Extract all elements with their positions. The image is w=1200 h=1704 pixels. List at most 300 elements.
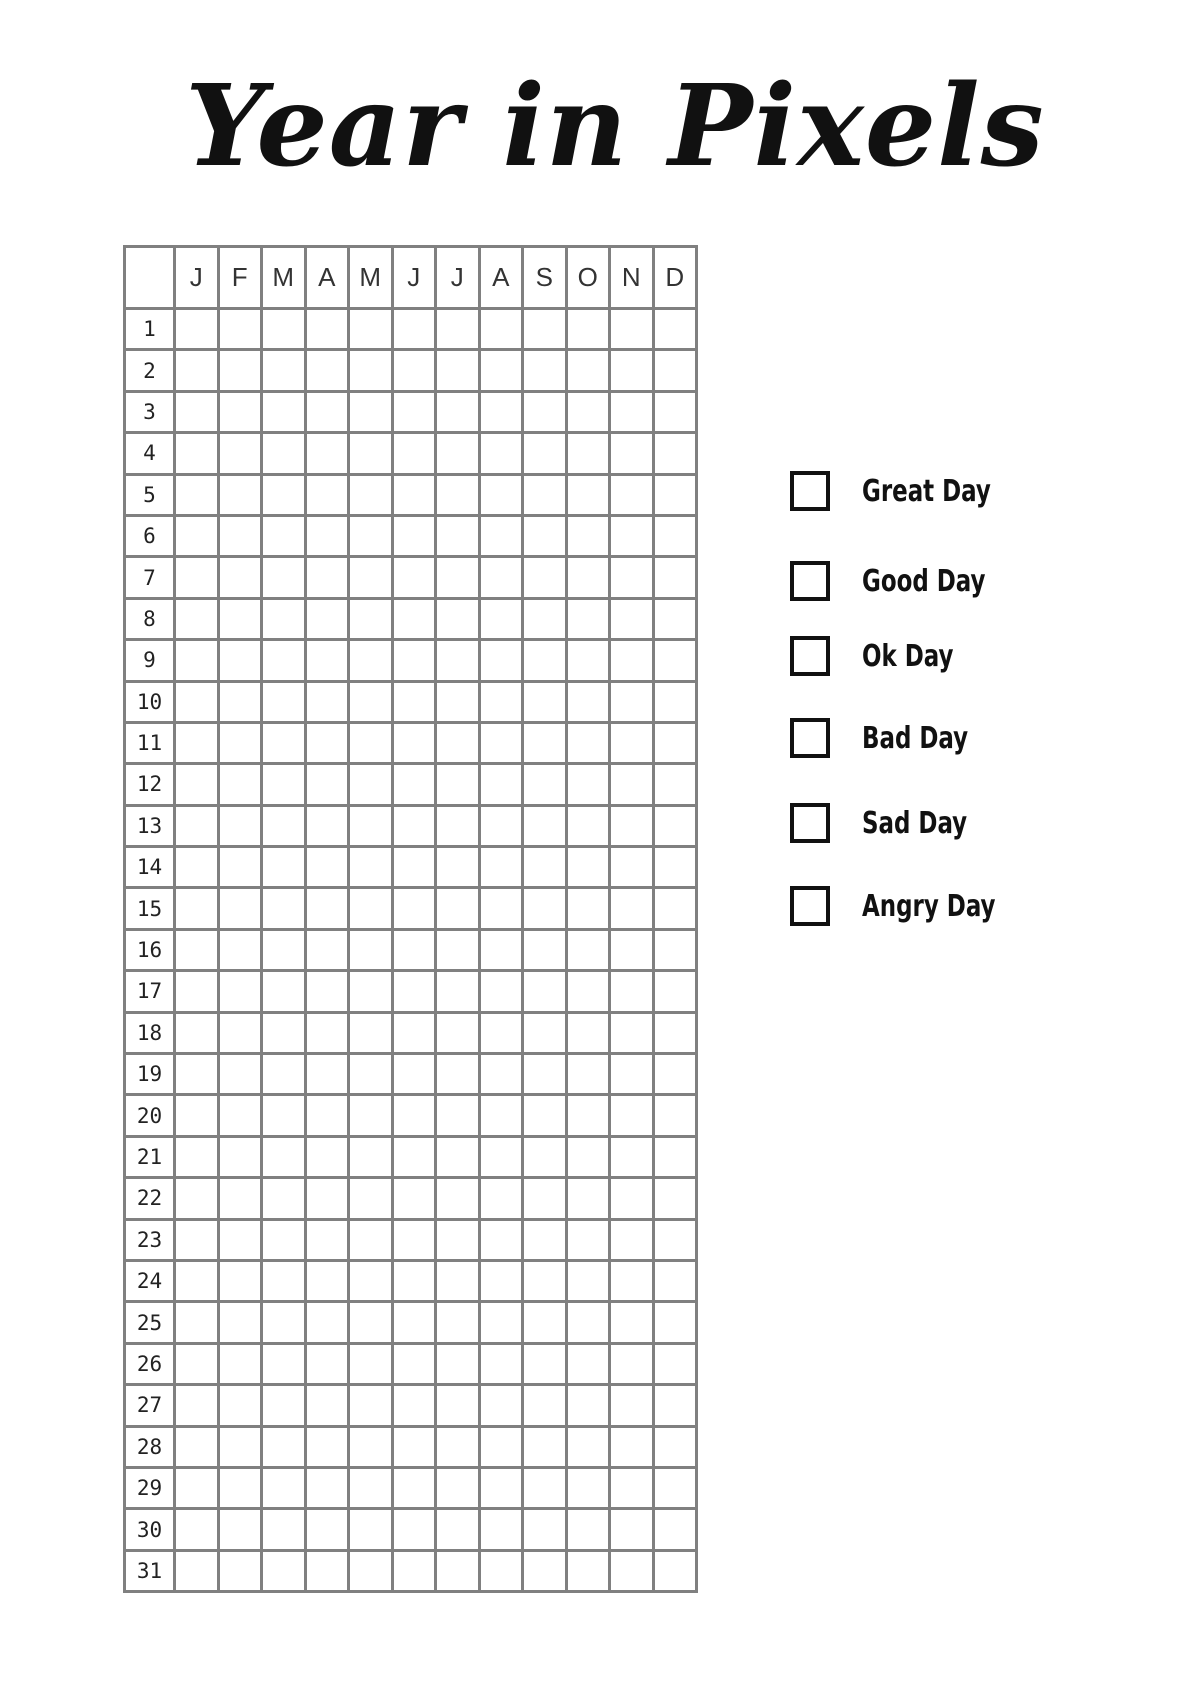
pixel-cell[interactable] bbox=[349, 598, 393, 639]
pixel-cell[interactable] bbox=[523, 971, 567, 1012]
pixel-cell[interactable] bbox=[175, 888, 219, 929]
pixel-cell[interactable] bbox=[653, 971, 697, 1012]
pixel-cell[interactable] bbox=[479, 598, 523, 639]
pixel-cell[interactable] bbox=[436, 1178, 480, 1219]
pixel-cell[interactable] bbox=[523, 1219, 567, 1260]
pixel-cell[interactable] bbox=[566, 764, 610, 805]
pixel-cell[interactable] bbox=[436, 1343, 480, 1384]
pixel-cell[interactable] bbox=[523, 391, 567, 432]
pixel-cell[interactable] bbox=[175, 764, 219, 805]
pixel-cell[interactable] bbox=[523, 515, 567, 556]
pixel-cell[interactable] bbox=[262, 681, 306, 722]
pixel-cell[interactable] bbox=[436, 847, 480, 888]
pixel-cell[interactable] bbox=[653, 474, 697, 515]
pixel-cell[interactable] bbox=[305, 433, 349, 474]
pixel-cell[interactable] bbox=[349, 1509, 393, 1550]
pixel-cell[interactable] bbox=[349, 350, 393, 391]
pixel-cell[interactable] bbox=[175, 640, 219, 681]
pixel-cell[interactable] bbox=[218, 1054, 262, 1095]
pixel-cell[interactable] bbox=[523, 350, 567, 391]
pixel-cell[interactable] bbox=[566, 1219, 610, 1260]
pixel-cell[interactable] bbox=[479, 1178, 523, 1219]
pixel-cell[interactable] bbox=[218, 1095, 262, 1136]
pixel-cell[interactable] bbox=[392, 971, 436, 1012]
pixel-cell[interactable] bbox=[653, 598, 697, 639]
pixel-cell[interactable] bbox=[610, 1012, 654, 1053]
pixel-cell[interactable] bbox=[566, 1426, 610, 1467]
pixel-cell[interactable] bbox=[218, 1467, 262, 1508]
pixel-cell[interactable] bbox=[479, 1426, 523, 1467]
pixel-cell[interactable] bbox=[523, 847, 567, 888]
pixel-cell[interactable] bbox=[566, 971, 610, 1012]
pixel-cell[interactable] bbox=[653, 888, 697, 929]
pixel-cell[interactable] bbox=[436, 515, 480, 556]
pixel-cell[interactable] bbox=[175, 1426, 219, 1467]
pixel-cell[interactable] bbox=[653, 847, 697, 888]
pixel-cell[interactable] bbox=[610, 433, 654, 474]
pixel-cell[interactable] bbox=[392, 1343, 436, 1384]
pixel-cell[interactable] bbox=[610, 929, 654, 970]
pixel-cell[interactable] bbox=[218, 1343, 262, 1384]
pixel-cell[interactable] bbox=[523, 1054, 567, 1095]
pixel-cell[interactable] bbox=[523, 557, 567, 598]
pixel-cell[interactable] bbox=[523, 1178, 567, 1219]
pixel-cell[interactable] bbox=[436, 309, 480, 350]
pixel-cell[interactable] bbox=[218, 515, 262, 556]
pixel-cell[interactable] bbox=[479, 391, 523, 432]
pixel-cell[interactable] bbox=[218, 1136, 262, 1177]
pixel-cell[interactable] bbox=[218, 640, 262, 681]
pixel-cell[interactable] bbox=[436, 557, 480, 598]
pixel-cell[interactable] bbox=[305, 764, 349, 805]
pixel-cell[interactable] bbox=[479, 350, 523, 391]
pixel-cell[interactable] bbox=[392, 1260, 436, 1301]
pixel-cell[interactable] bbox=[610, 350, 654, 391]
pixel-cell[interactable] bbox=[566, 1054, 610, 1095]
pixel-cell[interactable] bbox=[262, 888, 306, 929]
pixel-cell[interactable] bbox=[262, 391, 306, 432]
pixel-cell[interactable] bbox=[392, 1219, 436, 1260]
pixel-cell[interactable] bbox=[349, 1178, 393, 1219]
pixel-cell[interactable] bbox=[479, 1467, 523, 1508]
pixel-cell[interactable] bbox=[349, 474, 393, 515]
pixel-cell[interactable] bbox=[392, 433, 436, 474]
pixel-cell[interactable] bbox=[566, 433, 610, 474]
pixel-cell[interactable] bbox=[349, 1012, 393, 1053]
pixel-cell[interactable] bbox=[218, 474, 262, 515]
pixel-cell[interactable] bbox=[610, 515, 654, 556]
pixel-cell[interactable] bbox=[392, 1550, 436, 1591]
pixel-cell[interactable] bbox=[349, 888, 393, 929]
pixel-cell[interactable] bbox=[262, 640, 306, 681]
pixel-cell[interactable] bbox=[305, 1467, 349, 1508]
pixel-cell[interactable] bbox=[305, 640, 349, 681]
pixel-cell[interactable] bbox=[436, 1385, 480, 1426]
pixel-cell[interactable] bbox=[566, 1509, 610, 1550]
pixel-cell[interactable] bbox=[175, 805, 219, 846]
pixel-cell[interactable] bbox=[436, 722, 480, 763]
pixel-cell[interactable] bbox=[479, 1136, 523, 1177]
pixel-cell[interactable] bbox=[479, 309, 523, 350]
pixel-cell[interactable] bbox=[218, 1385, 262, 1426]
pixel-cell[interactable] bbox=[653, 929, 697, 970]
pixel-cell[interactable] bbox=[566, 474, 610, 515]
pixel-cell[interactable] bbox=[566, 1343, 610, 1384]
pixel-cell[interactable] bbox=[653, 1343, 697, 1384]
pixel-cell[interactable] bbox=[262, 1509, 306, 1550]
pixel-cell[interactable] bbox=[175, 1509, 219, 1550]
pixel-cell[interactable] bbox=[349, 805, 393, 846]
pixel-cell[interactable] bbox=[392, 350, 436, 391]
pixel-cell[interactable] bbox=[436, 1095, 480, 1136]
pixel-cell[interactable] bbox=[392, 1095, 436, 1136]
pixel-cell[interactable] bbox=[305, 681, 349, 722]
pixel-cell[interactable] bbox=[479, 1054, 523, 1095]
legend-color-box[interactable] bbox=[790, 636, 830, 676]
pixel-cell[interactable] bbox=[610, 805, 654, 846]
pixel-cell[interactable] bbox=[610, 474, 654, 515]
pixel-cell[interactable] bbox=[262, 1550, 306, 1591]
pixel-cell[interactable] bbox=[305, 309, 349, 350]
pixel-cell[interactable] bbox=[305, 847, 349, 888]
pixel-cell[interactable] bbox=[305, 1343, 349, 1384]
pixel-cell[interactable] bbox=[175, 1012, 219, 1053]
pixel-cell[interactable] bbox=[349, 391, 393, 432]
pixel-cell[interactable] bbox=[305, 1219, 349, 1260]
pixel-cell[interactable] bbox=[566, 1012, 610, 1053]
pixel-cell[interactable] bbox=[175, 847, 219, 888]
pixel-cell[interactable] bbox=[653, 1509, 697, 1550]
pixel-cell[interactable] bbox=[653, 1467, 697, 1508]
pixel-cell[interactable] bbox=[392, 1136, 436, 1177]
pixel-cell[interactable] bbox=[566, 722, 610, 763]
pixel-cell[interactable] bbox=[436, 681, 480, 722]
pixel-cell[interactable] bbox=[262, 557, 306, 598]
pixel-cell[interactable] bbox=[653, 1095, 697, 1136]
pixel-cell[interactable] bbox=[218, 1260, 262, 1301]
pixel-cell[interactable] bbox=[218, 888, 262, 929]
pixel-cell[interactable] bbox=[349, 681, 393, 722]
pixel-cell[interactable] bbox=[349, 1343, 393, 1384]
pixel-cell[interactable] bbox=[479, 1302, 523, 1343]
pixel-cell[interactable] bbox=[175, 557, 219, 598]
pixel-cell[interactable] bbox=[523, 722, 567, 763]
pixel-cell[interactable] bbox=[653, 1136, 697, 1177]
pixel-cell[interactable] bbox=[349, 1426, 393, 1467]
pixel-cell[interactable] bbox=[523, 309, 567, 350]
pixel-cell[interactable] bbox=[349, 309, 393, 350]
pixel-cell[interactable] bbox=[479, 805, 523, 846]
pixel-cell[interactable] bbox=[392, 847, 436, 888]
pixel-cell[interactable] bbox=[392, 557, 436, 598]
pixel-cell[interactable] bbox=[218, 1509, 262, 1550]
legend-color-box[interactable] bbox=[790, 803, 830, 843]
pixel-cell[interactable] bbox=[523, 1302, 567, 1343]
pixel-cell[interactable] bbox=[610, 847, 654, 888]
pixel-cell[interactable] bbox=[653, 1550, 697, 1591]
pixel-cell[interactable] bbox=[479, 681, 523, 722]
legend-color-box[interactable] bbox=[790, 718, 830, 758]
pixel-cell[interactable] bbox=[175, 1385, 219, 1426]
pixel-cell[interactable] bbox=[305, 1509, 349, 1550]
pixel-cell[interactable] bbox=[566, 1302, 610, 1343]
pixel-cell[interactable] bbox=[218, 1550, 262, 1591]
pixel-cell[interactable] bbox=[436, 971, 480, 1012]
pixel-cell[interactable] bbox=[653, 1054, 697, 1095]
pixel-cell[interactable] bbox=[392, 1385, 436, 1426]
pixel-cell[interactable] bbox=[653, 1012, 697, 1053]
pixel-cell[interactable] bbox=[436, 1054, 480, 1095]
pixel-cell[interactable] bbox=[436, 350, 480, 391]
pixel-cell[interactable] bbox=[262, 764, 306, 805]
pixel-cell[interactable] bbox=[566, 847, 610, 888]
pixel-cell[interactable] bbox=[218, 722, 262, 763]
pixel-cell[interactable] bbox=[653, 1219, 697, 1260]
pixel-cell[interactable] bbox=[392, 888, 436, 929]
pixel-cell[interactable] bbox=[610, 1509, 654, 1550]
pixel-cell[interactable] bbox=[262, 1095, 306, 1136]
pixel-cell[interactable] bbox=[349, 764, 393, 805]
pixel-cell[interactable] bbox=[218, 847, 262, 888]
pixel-cell[interactable] bbox=[653, 1426, 697, 1467]
pixel-cell[interactable] bbox=[349, 1550, 393, 1591]
pixel-cell[interactable] bbox=[305, 350, 349, 391]
pixel-cell[interactable] bbox=[262, 350, 306, 391]
pixel-cell[interactable] bbox=[653, 722, 697, 763]
pixel-cell[interactable] bbox=[479, 1509, 523, 1550]
pixel-cell[interactable] bbox=[653, 515, 697, 556]
pixel-cell[interactable] bbox=[175, 391, 219, 432]
pixel-cell[interactable] bbox=[305, 1136, 349, 1177]
pixel-cell[interactable] bbox=[479, 1095, 523, 1136]
pixel-cell[interactable] bbox=[175, 350, 219, 391]
pixel-cell[interactable] bbox=[523, 681, 567, 722]
pixel-cell[interactable] bbox=[392, 391, 436, 432]
pixel-cell[interactable] bbox=[610, 1467, 654, 1508]
pixel-cell[interactable] bbox=[653, 640, 697, 681]
pixel-cell[interactable] bbox=[218, 1302, 262, 1343]
pixel-cell[interactable] bbox=[392, 1509, 436, 1550]
pixel-cell[interactable] bbox=[479, 474, 523, 515]
pixel-cell[interactable] bbox=[392, 1426, 436, 1467]
pixel-cell[interactable] bbox=[436, 1302, 480, 1343]
pixel-cell[interactable] bbox=[610, 722, 654, 763]
pixel-cell[interactable] bbox=[610, 557, 654, 598]
pixel-cell[interactable] bbox=[610, 640, 654, 681]
pixel-cell[interactable] bbox=[479, 1550, 523, 1591]
pixel-cell[interactable] bbox=[305, 1054, 349, 1095]
pixel-cell[interactable] bbox=[262, 1054, 306, 1095]
pixel-cell[interactable] bbox=[653, 350, 697, 391]
pixel-cell[interactable] bbox=[523, 1136, 567, 1177]
pixel-cell[interactable] bbox=[523, 1550, 567, 1591]
pixel-cell[interactable] bbox=[262, 1385, 306, 1426]
pixel-cell[interactable] bbox=[436, 929, 480, 970]
pixel-cell[interactable] bbox=[479, 764, 523, 805]
pixel-cell[interactable] bbox=[610, 681, 654, 722]
pixel-cell[interactable] bbox=[262, 1136, 306, 1177]
pixel-cell[interactable] bbox=[349, 722, 393, 763]
pixel-cell[interactable] bbox=[653, 557, 697, 598]
pixel-cell[interactable] bbox=[610, 1219, 654, 1260]
pixel-cell[interactable] bbox=[218, 1178, 262, 1219]
pixel-cell[interactable] bbox=[262, 1219, 306, 1260]
pixel-cell[interactable] bbox=[175, 1136, 219, 1177]
pixel-cell[interactable] bbox=[175, 515, 219, 556]
pixel-cell[interactable] bbox=[523, 929, 567, 970]
pixel-cell[interactable] bbox=[218, 350, 262, 391]
pixel-cell[interactable] bbox=[218, 1012, 262, 1053]
pixel-cell[interactable] bbox=[305, 805, 349, 846]
pixel-cell[interactable] bbox=[436, 391, 480, 432]
pixel-cell[interactable] bbox=[523, 640, 567, 681]
pixel-cell[interactable] bbox=[479, 1385, 523, 1426]
pixel-cell[interactable] bbox=[479, 847, 523, 888]
pixel-cell[interactable] bbox=[392, 722, 436, 763]
pixel-cell[interactable] bbox=[349, 433, 393, 474]
pixel-cell[interactable] bbox=[436, 640, 480, 681]
pixel-cell[interactable] bbox=[653, 681, 697, 722]
pixel-cell[interactable] bbox=[653, 805, 697, 846]
pixel-cell[interactable] bbox=[610, 309, 654, 350]
pixel-cell[interactable] bbox=[392, 598, 436, 639]
pixel-cell[interactable] bbox=[523, 1467, 567, 1508]
pixel-cell[interactable] bbox=[305, 929, 349, 970]
pixel-cell[interactable] bbox=[566, 350, 610, 391]
pixel-cell[interactable] bbox=[218, 764, 262, 805]
pixel-cell[interactable] bbox=[262, 847, 306, 888]
pixel-cell[interactable] bbox=[610, 1054, 654, 1095]
pixel-cell[interactable] bbox=[218, 681, 262, 722]
pixel-cell[interactable] bbox=[218, 805, 262, 846]
pixel-cell[interactable] bbox=[610, 1426, 654, 1467]
pixel-cell[interactable] bbox=[218, 971, 262, 1012]
pixel-cell[interactable] bbox=[479, 433, 523, 474]
pixel-cell[interactable] bbox=[392, 764, 436, 805]
legend-color-box[interactable] bbox=[790, 561, 830, 601]
pixel-cell[interactable] bbox=[610, 1178, 654, 1219]
pixel-cell[interactable] bbox=[479, 1219, 523, 1260]
pixel-cell[interactable] bbox=[436, 433, 480, 474]
pixel-cell[interactable] bbox=[436, 1136, 480, 1177]
pixel-cell[interactable] bbox=[218, 1219, 262, 1260]
pixel-cell[interactable] bbox=[610, 598, 654, 639]
pixel-cell[interactable] bbox=[479, 1260, 523, 1301]
pixel-cell[interactable] bbox=[610, 764, 654, 805]
pixel-cell[interactable] bbox=[175, 1260, 219, 1301]
pixel-cell[interactable] bbox=[479, 971, 523, 1012]
pixel-cell[interactable] bbox=[305, 1095, 349, 1136]
pixel-cell[interactable] bbox=[610, 971, 654, 1012]
pixel-cell[interactable] bbox=[479, 557, 523, 598]
pixel-cell[interactable] bbox=[262, 474, 306, 515]
pixel-cell[interactable] bbox=[262, 515, 306, 556]
pixel-cell[interactable] bbox=[653, 309, 697, 350]
pixel-cell[interactable] bbox=[262, 598, 306, 639]
pixel-cell[interactable] bbox=[262, 1302, 306, 1343]
legend-color-box[interactable] bbox=[790, 471, 830, 511]
pixel-cell[interactable] bbox=[479, 722, 523, 763]
pixel-cell[interactable] bbox=[566, 515, 610, 556]
pixel-cell[interactable] bbox=[349, 1385, 393, 1426]
pixel-cell[interactable] bbox=[653, 433, 697, 474]
pixel-cell[interactable] bbox=[436, 805, 480, 846]
pixel-cell[interactable] bbox=[566, 598, 610, 639]
pixel-cell[interactable] bbox=[523, 1012, 567, 1053]
pixel-cell[interactable] bbox=[262, 722, 306, 763]
pixel-cell[interactable] bbox=[262, 1012, 306, 1053]
pixel-cell[interactable] bbox=[436, 1509, 480, 1550]
pixel-cell[interactable] bbox=[305, 557, 349, 598]
pixel-cell[interactable] bbox=[218, 391, 262, 432]
pixel-cell[interactable] bbox=[610, 1136, 654, 1177]
pixel-cell[interactable] bbox=[175, 971, 219, 1012]
pixel-cell[interactable] bbox=[175, 722, 219, 763]
pixel-cell[interactable] bbox=[349, 847, 393, 888]
pixel-cell[interactable] bbox=[349, 515, 393, 556]
pixel-cell[interactable] bbox=[305, 722, 349, 763]
pixel-cell[interactable] bbox=[566, 309, 610, 350]
pixel-cell[interactable] bbox=[262, 929, 306, 970]
pixel-cell[interactable] bbox=[305, 1302, 349, 1343]
pixel-cell[interactable] bbox=[175, 1343, 219, 1384]
pixel-cell[interactable] bbox=[305, 474, 349, 515]
pixel-cell[interactable] bbox=[349, 1467, 393, 1508]
pixel-cell[interactable] bbox=[523, 1260, 567, 1301]
pixel-cell[interactable] bbox=[175, 1054, 219, 1095]
pixel-cell[interactable] bbox=[479, 515, 523, 556]
pixel-cell[interactable] bbox=[392, 1012, 436, 1053]
pixel-cell[interactable] bbox=[610, 1260, 654, 1301]
pixel-cell[interactable] bbox=[610, 1302, 654, 1343]
pixel-cell[interactable] bbox=[305, 1012, 349, 1053]
pixel-cell[interactable] bbox=[349, 1054, 393, 1095]
pixel-cell[interactable] bbox=[523, 1385, 567, 1426]
pixel-cell[interactable] bbox=[262, 1178, 306, 1219]
pixel-cell[interactable] bbox=[392, 309, 436, 350]
pixel-cell[interactable] bbox=[436, 1260, 480, 1301]
pixel-cell[interactable] bbox=[566, 557, 610, 598]
pixel-cell[interactable] bbox=[392, 640, 436, 681]
pixel-cell[interactable] bbox=[566, 640, 610, 681]
pixel-cell[interactable] bbox=[349, 557, 393, 598]
pixel-cell[interactable] bbox=[523, 433, 567, 474]
pixel-cell[interactable] bbox=[479, 929, 523, 970]
pixel-cell[interactable] bbox=[392, 681, 436, 722]
pixel-cell[interactable] bbox=[610, 1343, 654, 1384]
pixel-cell[interactable] bbox=[262, 1260, 306, 1301]
pixel-cell[interactable] bbox=[523, 1095, 567, 1136]
pixel-cell[interactable] bbox=[305, 515, 349, 556]
pixel-cell[interactable] bbox=[262, 971, 306, 1012]
pixel-cell[interactable] bbox=[523, 1509, 567, 1550]
pixel-cell[interactable] bbox=[523, 1426, 567, 1467]
pixel-cell[interactable] bbox=[349, 971, 393, 1012]
pixel-cell[interactable] bbox=[262, 805, 306, 846]
pixel-cell[interactable] bbox=[392, 1178, 436, 1219]
pixel-cell[interactable] bbox=[305, 1178, 349, 1219]
pixel-cell[interactable] bbox=[175, 598, 219, 639]
pixel-cell[interactable] bbox=[566, 1178, 610, 1219]
pixel-cell[interactable] bbox=[218, 433, 262, 474]
pixel-cell[interactable] bbox=[305, 1260, 349, 1301]
pixel-cell[interactable] bbox=[349, 1302, 393, 1343]
pixel-cell[interactable] bbox=[566, 929, 610, 970]
pixel-cell[interactable] bbox=[566, 1136, 610, 1177]
pixel-cell[interactable] bbox=[479, 640, 523, 681]
pixel-cell[interactable] bbox=[175, 1095, 219, 1136]
pixel-cell[interactable] bbox=[175, 1467, 219, 1508]
